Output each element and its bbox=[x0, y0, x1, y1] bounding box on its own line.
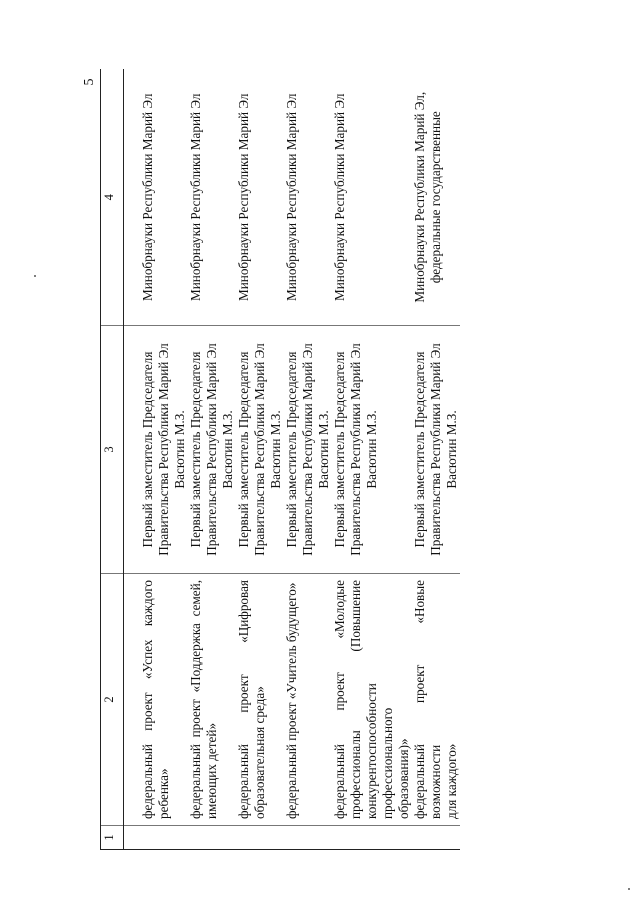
responsible-cell: Минобрнауки Республики Марий Эл bbox=[236, 70, 284, 326]
table-row bbox=[332, 70, 412, 850]
page-number: 5 bbox=[82, 78, 97, 86]
rotated-table-container bbox=[100, 70, 600, 850]
project-cell bbox=[124, 574, 189, 826]
header-cell-4: 4 bbox=[101, 70, 124, 326]
project-cell bbox=[412, 574, 460, 826]
scan-speck bbox=[34, 275, 36, 277]
table-row bbox=[124, 70, 189, 850]
project-line: федеральный проект «Успех каждого bbox=[140, 580, 155, 819]
index-cell bbox=[412, 826, 460, 850]
index-cell bbox=[332, 826, 412, 850]
project-cell bbox=[332, 574, 412, 826]
project-cell bbox=[236, 574, 284, 826]
table-row bbox=[236, 70, 284, 850]
project-line: федеральный проект «Учитель будущего» bbox=[284, 582, 299, 819]
header-cell-2: 2 bbox=[101, 574, 124, 826]
index-cell bbox=[124, 826, 189, 850]
curator-cell: Первый заместитель Председателя Правительства Республики Марий Эл Васютин М.З. bbox=[412, 326, 460, 574]
header-cell-1: 1 bbox=[101, 826, 124, 850]
projects-table bbox=[100, 70, 460, 851]
curator-cell: Первый заместитель Председателя Правительства Республики Марий Эл Васютин М.З. bbox=[284, 326, 332, 574]
project-cell bbox=[188, 574, 236, 826]
header-cell-3: 3 bbox=[101, 326, 124, 574]
index-cell bbox=[188, 826, 236, 850]
index-cell bbox=[284, 826, 332, 850]
project-line: образовательная среда» bbox=[252, 686, 267, 819]
project-line: образования)» bbox=[396, 738, 411, 819]
responsible-cell: Минобрнауки Республики Марий Эл bbox=[284, 70, 332, 326]
project-line: федеральный проект «Цифровая bbox=[236, 580, 251, 819]
table-row bbox=[284, 70, 332, 850]
project-cell bbox=[284, 574, 332, 826]
project-line: ребенка» bbox=[156, 768, 171, 819]
project-line: федеральный проект «Поддержка семей, bbox=[188, 580, 203, 819]
curator-cell: Первый заместитель Председателя Правительства Республики Марий Эл Васютин М.З. bbox=[124, 326, 189, 574]
table-header-row bbox=[101, 70, 124, 850]
index-cell bbox=[236, 826, 284, 850]
responsible-cell: Минобрнауки Республики Марий Эл bbox=[124, 70, 189, 326]
table-row bbox=[188, 70, 236, 850]
project-line: профессионалы (Повышение bbox=[348, 580, 363, 819]
project-line: федеральный проект «Новые возможности bbox=[412, 580, 443, 819]
responsible-cell: Минобрнауки Республики Марий Эл bbox=[188, 70, 236, 326]
curator-cell: Первый заместитель Председателя Правительства Республики Марий Эл Васютин М.З. bbox=[188, 326, 236, 574]
project-line: имеющих детей» bbox=[204, 722, 219, 819]
project-line: для каждого» bbox=[444, 743, 459, 819]
table-row bbox=[412, 70, 460, 850]
curator-cell: Первый заместитель Председателя Правительства Республики Марий Эл Васютин М.З. bbox=[236, 326, 284, 574]
project-line: федеральный проект «Молодые bbox=[332, 580, 347, 819]
responsible-cell: Минобрнауки Республики Марий Эл, федеральные государственные bbox=[412, 70, 460, 326]
responsible-cell: Минобрнауки Республики Марий Эл bbox=[332, 70, 412, 326]
curator-cell: Первый заместитель Председателя Правительства Республики Марий Эл Васютин М.З. bbox=[332, 326, 412, 574]
scan-speck bbox=[628, 888, 630, 890]
project-line: конкурентоспособности профессионального bbox=[364, 683, 395, 819]
